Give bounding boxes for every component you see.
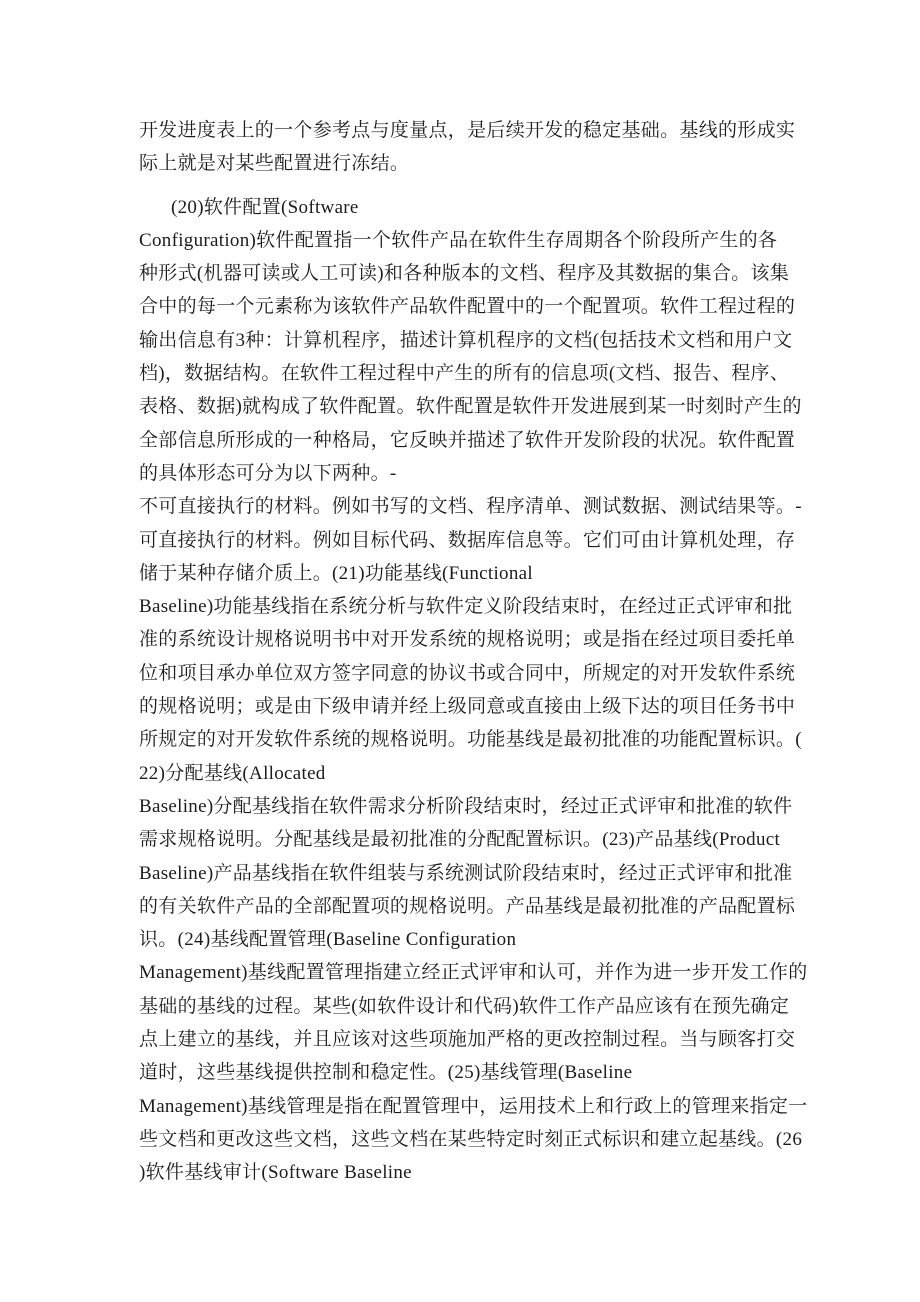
text-line: 识。(24)基线配置管理(Baseline Configuration <box>139 929 517 951</box>
text-line: 储于某种存储介质上。(21)功能基线(Functional <box>139 562 533 584</box>
text-line: 的有关软件产品的全部配置项的规格说明。产品基线是最初批准的产品配置标 <box>139 895 796 917</box>
text-line: 需求规格说明。分配基线是最初批准的分配配置标识。(23)产品基线(Product <box>139 829 781 851</box>
text-line: 些文档和更改这些文档，这些文档在某些特定时刻正式标识和建立起基线。(26 <box>139 1128 803 1150</box>
text-line: Baseline)产品基线指在软件组装与系统测试阶段结束时，经过正式评审和批准 <box>139 862 793 884</box>
text-line: 所规定的对开发软件系统的规格说明。功能基线是最初批准的功能配置标识。( <box>139 729 802 751</box>
text-line: 的具体形态可分为以下两种。- <box>139 462 397 484</box>
text-line: 全部信息所形成的一种格局，它反映并描述了软件开发阶段的状况。软件配置 <box>139 429 796 451</box>
text-line: 22)分配基线(Allocated <box>139 762 326 784</box>
text-line: )软件基线审计(Software Baseline <box>139 1162 412 1184</box>
text-line: 位和项目承办单位双方签字同意的协议书或合同中，所规定的对开发软件系统 <box>139 662 796 684</box>
text-line: 基础的基线的过程。某些(如软件设计和代码)软件工作产品应该有在预先确定 <box>139 995 790 1017</box>
text-line: 开发进度表上的一个参考点与度量点，是后续开发的稳定基础。基线的形成实 <box>139 120 796 141</box>
text-line: 输出信息有3种：计算机程序，描述计算机程序的文档(包括技术文档和用户文 <box>139 329 793 351</box>
text-line: 的规格说明；或是由下级申请并经上级同意或直接由上级下达的项目任务书中 <box>139 696 796 718</box>
text-line: 不可直接执行的材料。例如书写的文档、程序清单、测试数据、测试结果等。- <box>139 496 802 518</box>
text-line: Baseline)功能基线指在系统分析与软件定义阶段结束时，在经过正式评审和批 <box>139 596 793 618</box>
text-line: Management)基线管理是指在配置管理中，运用技术上和行政上的管理来指定一 <box>139 1095 808 1117</box>
text-line: 合中的每一个元素称为该软件产品软件配置中的一个配置项。软件工程过程的 <box>139 296 796 318</box>
text-line: 档)，数据结构。在软件工程过程中产生的所有的信息项(文档、报告、程序、 <box>139 363 790 385</box>
text-line: 际上就是对某些配置进行冻结。 <box>139 153 410 175</box>
paragraph-definitions <box>139 191 808 1190</box>
text-line: 道时，这些基线提供控制和稳定性。(25)基线管理(Baseline <box>139 1062 633 1084</box>
paragraph-continued <box>139 114 800 181</box>
text-line: 可直接执行的材料。例如目标代码、数据库信息等。它们可由计算机处理，存 <box>139 529 796 551</box>
text-line: Management)基线配置管理指建立经正式评审和认可，并作为进一步开发工作的 <box>139 962 808 984</box>
text-line: Baseline)分配基线指在软件需求分析阶段结束时，经过正式评审和批准的软件 <box>139 795 793 817</box>
text-line: 表格、数据)就构成了软件配置。软件配置是软件开发进展到某一时刻时产生的 <box>139 396 802 418</box>
text-line: 种形式(机器可读或人工可读)和各种版本的文档、程序及其数据的集合。该集 <box>139 263 790 285</box>
text-line: 点上建立的基线，并且应该对这些项施加严格的更改控制过程。当与顾客打交 <box>139 1029 796 1051</box>
text-line: Configuration)软件配置指一个软件产品在软件生存周期各个阶段所产生的各 <box>139 229 778 251</box>
text-line: (20)软件配置(Software <box>171 196 359 218</box>
text-line: 准的系统设计规格说明书中对开发系统的规格说明；或是指在经过项目委托单 <box>139 629 796 651</box>
